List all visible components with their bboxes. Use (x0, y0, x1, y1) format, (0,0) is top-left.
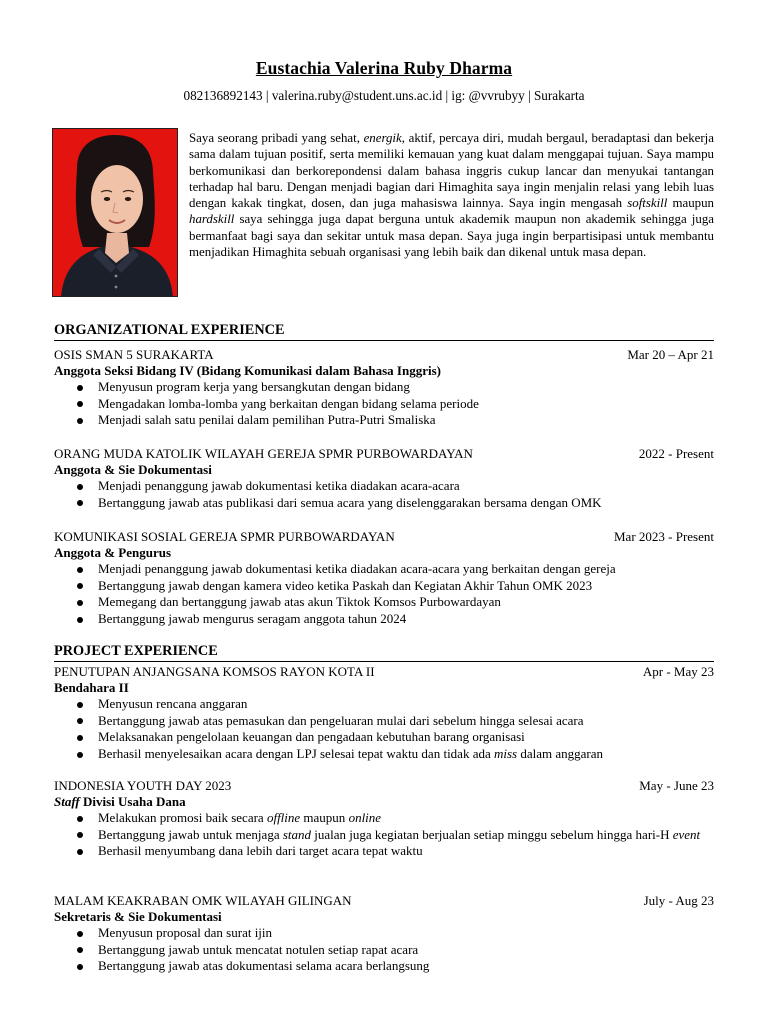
date-range: May - June 23 (639, 778, 714, 793)
list-item: Bertanggung jawab untuk mencatat notulen setiap rapat acara (54, 942, 714, 959)
list-item (54, 827, 714, 844)
portrait-image (53, 129, 178, 297)
role-title: Anggota & Pengurus (54, 545, 172, 560)
list-item: Menjadi salah satu penilai dalam pemilihan Putra-Putri Smaliska (54, 412, 714, 429)
org-entry-komsos (54, 528, 714, 628)
summary-text: maupun (667, 196, 714, 211)
summary-text: saya sehingga juga dapat berguna untuk akademik maupun non akademik sehingga juga bermanfaat bagi saya dan sekitar untuk masa depan. Saya juga ingin berpartisipasi untuk membantu menjadikan Himaghita sebuah organisasi yang lebih baik dan dikenal untuk masa depan. (189, 212, 714, 260)
role-title: Sekretaris & Sie Dokumentasi (54, 909, 222, 924)
summary-text: , aktif, percaya diri, mudah bergaul, beradaptasi dan bekerja sama dalam tujuan positif, serta memiliki kemauan yang kuat dalam menggapai tujuan. Saya mampu berkomunikasi dan berkorepondensi dalam bahasa inggris cukup lancar dan menyukai tantangan terhadap hal baru. Dengan menjadi bagian dari Himaghita saya ingin menjalin relasi yang lebih luas dengan kakak tingkat, dosen, dan juga mahasiswa lainnya. Saya ingin mengasah (189, 131, 714, 211)
project-name: PENUTUPAN ANJANGSANA KOMSOS RAYON KOTA II (54, 664, 375, 679)
duty-list (54, 478, 714, 511)
list-item: Menjadi penanggung jawab dokumentasi ketika diadakan acara-acara yang berkaitan dengan gereja (54, 561, 714, 578)
date-range: Mar 20 – Apr 21 (627, 347, 714, 362)
candidate-name: Eustachia Valerina Ruby Dharma (255, 58, 513, 78)
list-item-emphasis: offline (266, 810, 301, 825)
date-range: Mar 2023 - Present (613, 529, 714, 544)
list-item: Menjadi penanggung jawab dokumentasi ketika diadakan acara-acara (54, 478, 714, 495)
list-item: Melaksanakan pengelolaan keuangan dan pengadaan kebutuhan barang organisasi (54, 729, 714, 746)
list-item: Menyusun program kerja yang bersangkutan dengan bidang (54, 379, 714, 396)
duty-list (54, 696, 714, 763)
list-item: Menyusun proposal dan surat ijin (54, 925, 714, 942)
list-item (54, 810, 714, 827)
list-item-text: maupun (300, 810, 349, 825)
organization-name: ORANG MUDA KATOLIK WILAYAH GEREJA SPMR PURBOWARDAYAN (54, 446, 473, 461)
org-entry-osis (54, 346, 714, 429)
list-item-text: jualan juga kegiatan berjualan setiap minggu sebelum hingga hari-H (311, 826, 673, 842)
list-item: Bertanggung jawab atas dokumentasi selama acara berlangsung (54, 958, 714, 975)
role-title (54, 794, 714, 810)
duty-list (54, 379, 714, 429)
duty-list (54, 925, 714, 975)
list-item: Bertanggung jawab atas publikasi dari semua acara yang diselenggarakan bersama dengan OMK (54, 495, 714, 512)
list-item (54, 746, 714, 763)
summary-emphasis: softskill (627, 196, 668, 211)
summary-text: Saya seorang pribadi yang sehat, (189, 131, 364, 145)
role-title: Anggota & Sie Dokumentasi (54, 462, 212, 477)
role-title: Anggota Seksi Bidang IV (Bidang Komunikasi dalam Bahasa Inggris) (54, 363, 441, 378)
list-item-text: Melakukan promosi baik secara (98, 810, 267, 825)
duty-list (54, 561, 714, 628)
contact-line: 082136892143 | valerina.ruby@student.uns.ac.id | ig: @vvrubyy | Surakarta (183, 88, 585, 103)
list-item: Memegang dan bertanggung jawab atas akun Tiktok Komsos Purbowardayan (54, 594, 714, 611)
list-item-text: Berhasil menyelesaikan acara dengan LPJ selesai tepat waktu dan tidak ada (98, 746, 494, 762)
list-item-emphasis: miss (494, 746, 518, 762)
list-item: Mengadakan lomba-lomba yang berkaitan dengan bidang selama periode (54, 396, 714, 413)
list-item: Menyusun rencana anggaran (54, 696, 714, 713)
list-item: Bertanggung jawab atas pemasukan dan pengeluaran mulai dari sebelum hingga selesai acara (54, 713, 714, 730)
list-item-emphasis: online (348, 810, 382, 825)
summary-emphasis: hardskill (189, 212, 235, 227)
role-title: Bendahara II (54, 680, 129, 695)
role-emphasis: Staff (54, 794, 80, 809)
list-item-text: Bertanggung jawab untuk menjaga (98, 826, 283, 842)
profile-photo (52, 128, 178, 297)
project-entry-iyd (54, 777, 714, 860)
project-name: INDONESIA YOUTH DAY 2023 (54, 778, 232, 793)
project-entry-anjangsana (54, 663, 714, 763)
summary-emphasis: energik (363, 131, 402, 145)
list-item-emphasis: event (672, 826, 701, 842)
date-range: Apr - May 23 (642, 664, 714, 679)
role-text: Divisi Usaha Dana (79, 794, 186, 809)
list-item: Berhasil menyumbang dana lebih dari target acara tepat waktu (54, 843, 714, 860)
list-item: Bertanggung jawab mengurus seragam anggota tahun 2024 (54, 611, 714, 628)
date-range: July - Aug 23 (643, 893, 714, 908)
list-item: Bertanggung jawab dengan kamera video ketika Paskah dan Kegiatan Akhir Tahun OMK 2023 (54, 578, 714, 595)
project-name: MALAM KEAKRABAN OMK WILAYAH GILINGAN (54, 893, 352, 908)
list-item-text: dalam anggaran (517, 746, 604, 762)
org-entry-omk (54, 445, 714, 511)
organization-name: KOMUNIKASI SOSIAL GEREJA SPMR PURBOWARDAYAN (54, 529, 395, 544)
list-item-emphasis: stand (282, 826, 312, 842)
project-entry-makrab (54, 892, 714, 975)
section-heading-project: PROJECT EXPERIENCE (54, 642, 714, 662)
section-heading-organizational: ORGANIZATIONAL EXPERIENCE (54, 321, 714, 341)
organization-name: OSIS SMAN 5 SURAKARTA (54, 347, 214, 362)
duty-list (54, 810, 714, 860)
date-range: 2022 - Present (638, 446, 714, 461)
personal-summary (189, 130, 714, 260)
